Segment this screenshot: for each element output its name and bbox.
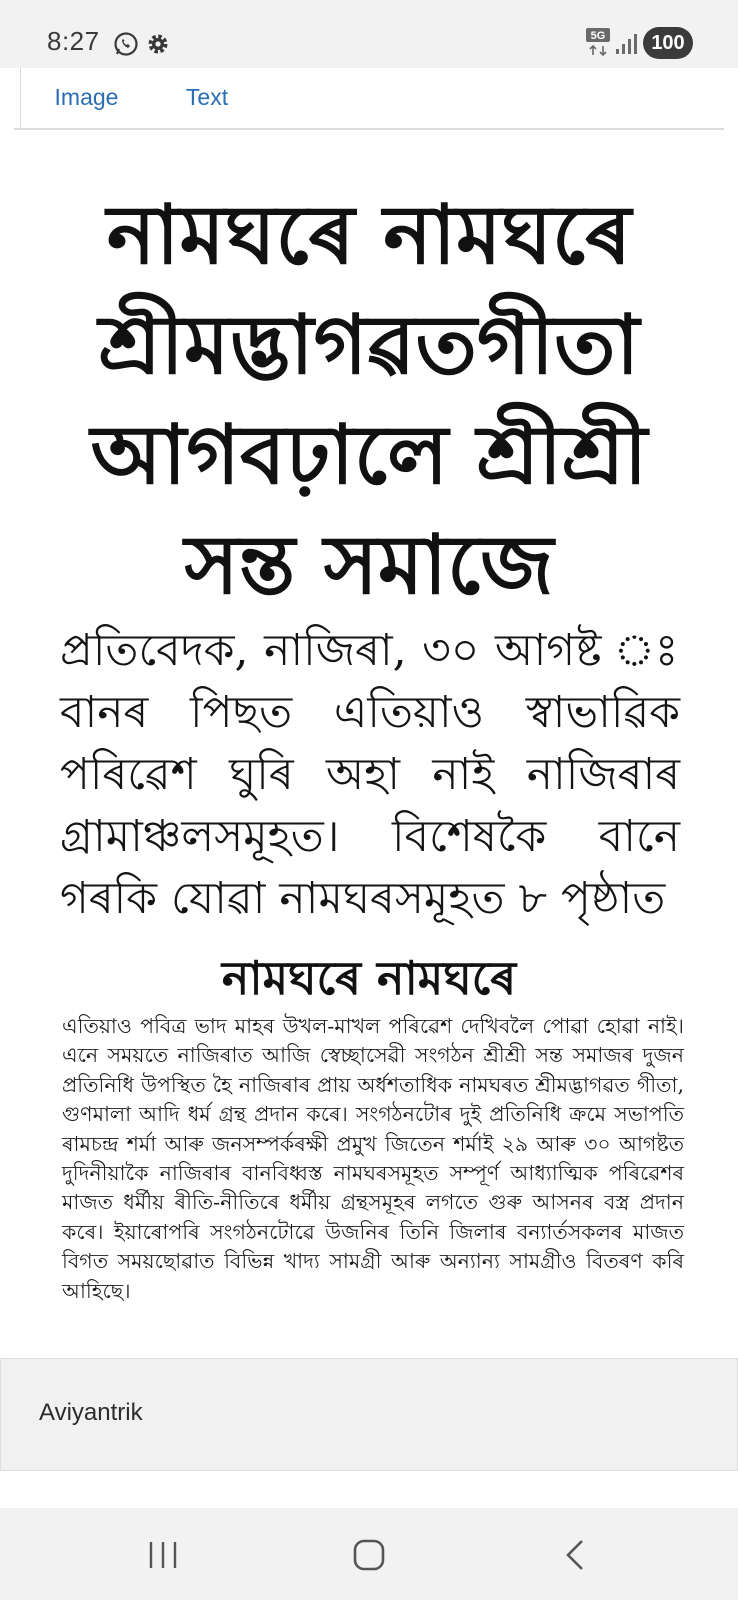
source-card[interactable]: [0, 1358, 738, 1471]
settings-gear-icon: [145, 31, 171, 57]
signal-icon: [614, 33, 638, 55]
article-jump-head: নামঘৰে নামঘৰে: [221, 951, 517, 1005]
tab-image[interactable]: Image: [20, 68, 153, 129]
navigation-bar: [0, 1508, 738, 1600]
article-headline: নামঘৰে নামঘৰে শ্ৰীমদ্ভাগৱতগীতা আগবঢ়ালে শ্ৰীশ্ৰী সন্ত সমাজে: [90, 187, 648, 613]
status-bar: [0, 0, 738, 68]
back-icon[interactable]: [560, 1538, 594, 1572]
article-image: [0, 130, 738, 1358]
source-label: Aviyantrik: [39, 1399, 143, 1426]
tab-text[interactable]: Text: [152, 68, 262, 129]
5g-icon: [585, 27, 611, 57]
article-body: এতিয়াও পবিত্ৰ ভাদ মাহৰ উখল-মাখল পৰিৱেশ দেখিবলৈ পোৱা হোৱা নাই। এনে সময়তে নাজিৰাত আজি স্বেচ্ছাসেৱী সংগঠন শ্ৰীশ্ৰী সন্ত সমাজৰ দুজন প্ৰতিনিধি উপস্থিত হৈ নাজিৰাৰ প্ৰায় অৰ্ধশতাধিক নামঘৰত শ্ৰীমদ্ভাগৱত গীতা, গুণমালা আদি ধৰ্ম গ্ৰন্থ প্ৰদান কৰে। সংগঠনটোৰ দুই প্ৰতিনিধি ক্ৰমে সভাপতি ৰামচন্দ্ৰ শৰ্মা আৰু জনসম্পৰ্কৰক্ষী প্ৰমুখ জিতেন শৰ্মাই ২৯ আৰু ৩০ আগষ্টত দুদিনীয়াকৈ নাজিৰাৰ বানবিধ্বস্ত নামঘৰসমূহত সম্পূৰ্ণ আধ্যাত্মিক পৰিৱেশৰ মাজত ধৰ্মীয় ৰীতি-নীতিৰে ধৰ্মীয় গ্ৰন্থসমূহৰ লগতে গুৰু আসনৰ বস্ত্ৰ প্ৰদান কৰে। ইয়াৰোপৰি সংগঠনটোৱে উজনিৰ তিনি জিলাৰ বন্যাৰ্তসকলৰ মাজত বিগত সময়ছোৱাত বিভিন্ন খাদ্য সামগ্ৰী আৰু অন্যান্য সামগ্ৰীও বিতৰণ কৰি আহিছে।: [62, 1014, 684, 1303]
home-icon[interactable]: [352, 1538, 386, 1572]
whatsapp-icon: [113, 31, 139, 57]
recent-apps-icon[interactable]: [146, 1538, 180, 1572]
svg-text:5G: 5G: [590, 30, 606, 42]
article-deck: প্ৰতিবেদক, নাজিৰা, ৩০ আগষ্ট ঃ বানৰ পিছত এতিয়াও স্বাভাৱিক পৰিৱেশ ঘুৰি অহা নাই নাজিৰাৰ গ্ৰামাঞ্চলসমূহত। বিশেষকৈ বানে গৰকি যোৱা নামঘৰসমূহত ৮ পৃষ্ঠাত: [60, 625, 680, 924]
battery-indicator: 100: [643, 27, 693, 59]
status-time: 8:27: [47, 26, 100, 56]
